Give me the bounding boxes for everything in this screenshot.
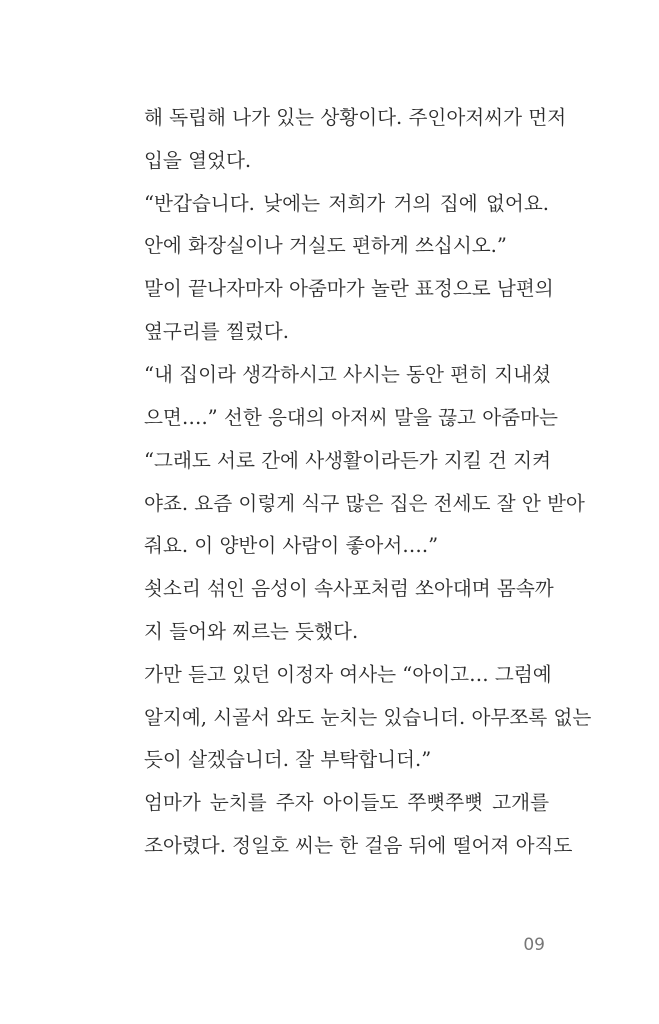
text-line-16: 듯이 살겠습니더. 잘 부탁합니더.”	[144, 748, 432, 771]
text-line-17: 엄마가 눈치를 주자 아이들도 쭈뼛쭈뼛 고개를	[144, 791, 549, 814]
page-number: 09	[523, 935, 545, 955]
text-line-12: 쇳소리 섞인 음성이 속사포처럼 쏘아대며 몸속까	[144, 577, 554, 600]
text-line-4: 안에 화장실이나 거실도 편하게 쓰십시오.”	[144, 234, 507, 257]
text-line-8: 으면….” 선한 응대의 아저씨 말을 끊고 아줌마는	[144, 406, 558, 429]
text-line-5: 말이 끝나자마자 아줌마가 놀란 표정으로 남편의	[144, 277, 554, 300]
text-line-7: “내 집이라 생각하시고 사시는 동안 편히 지내셨	[144, 363, 552, 386]
text-line-2: 입을 열었다.	[144, 149, 252, 172]
text-line-6: 옆구리를 찔렀다.	[144, 320, 289, 343]
text-line-10: 야죠. 요즘 이렇게 식구 많은 집은 전세도 잘 안 받아	[144, 492, 585, 515]
text-line-9: “그래도 서로 간에 사생활이라든가 지킬 건 지켜	[144, 449, 552, 472]
text-line-15: 알지예, 시골서 와도 눈치는 있습니더. 아무쪼록 없는	[144, 706, 592, 729]
text-line-11: 줘요. 이 양반이 사람이 좋아서….”	[144, 534, 439, 557]
text-line-14: 가만 듣고 있던 이정자 여사는 “아이고… 그럼예	[144, 663, 552, 686]
text-line-18: 조아렸다. 정일호 씨는 한 걸음 뒤에 떨어져 아직도	[144, 834, 573, 857]
text-line-13: 지 들어와 찌르는 듯했다.	[144, 620, 359, 643]
text-line-1: 해 독립해 나가 있는 상황이다. 주인아저씨가 먼저	[144, 106, 567, 129]
text-line-3: “반갑습니다. 낮에는 저희가 거의 집에 없어요.	[144, 192, 549, 215]
